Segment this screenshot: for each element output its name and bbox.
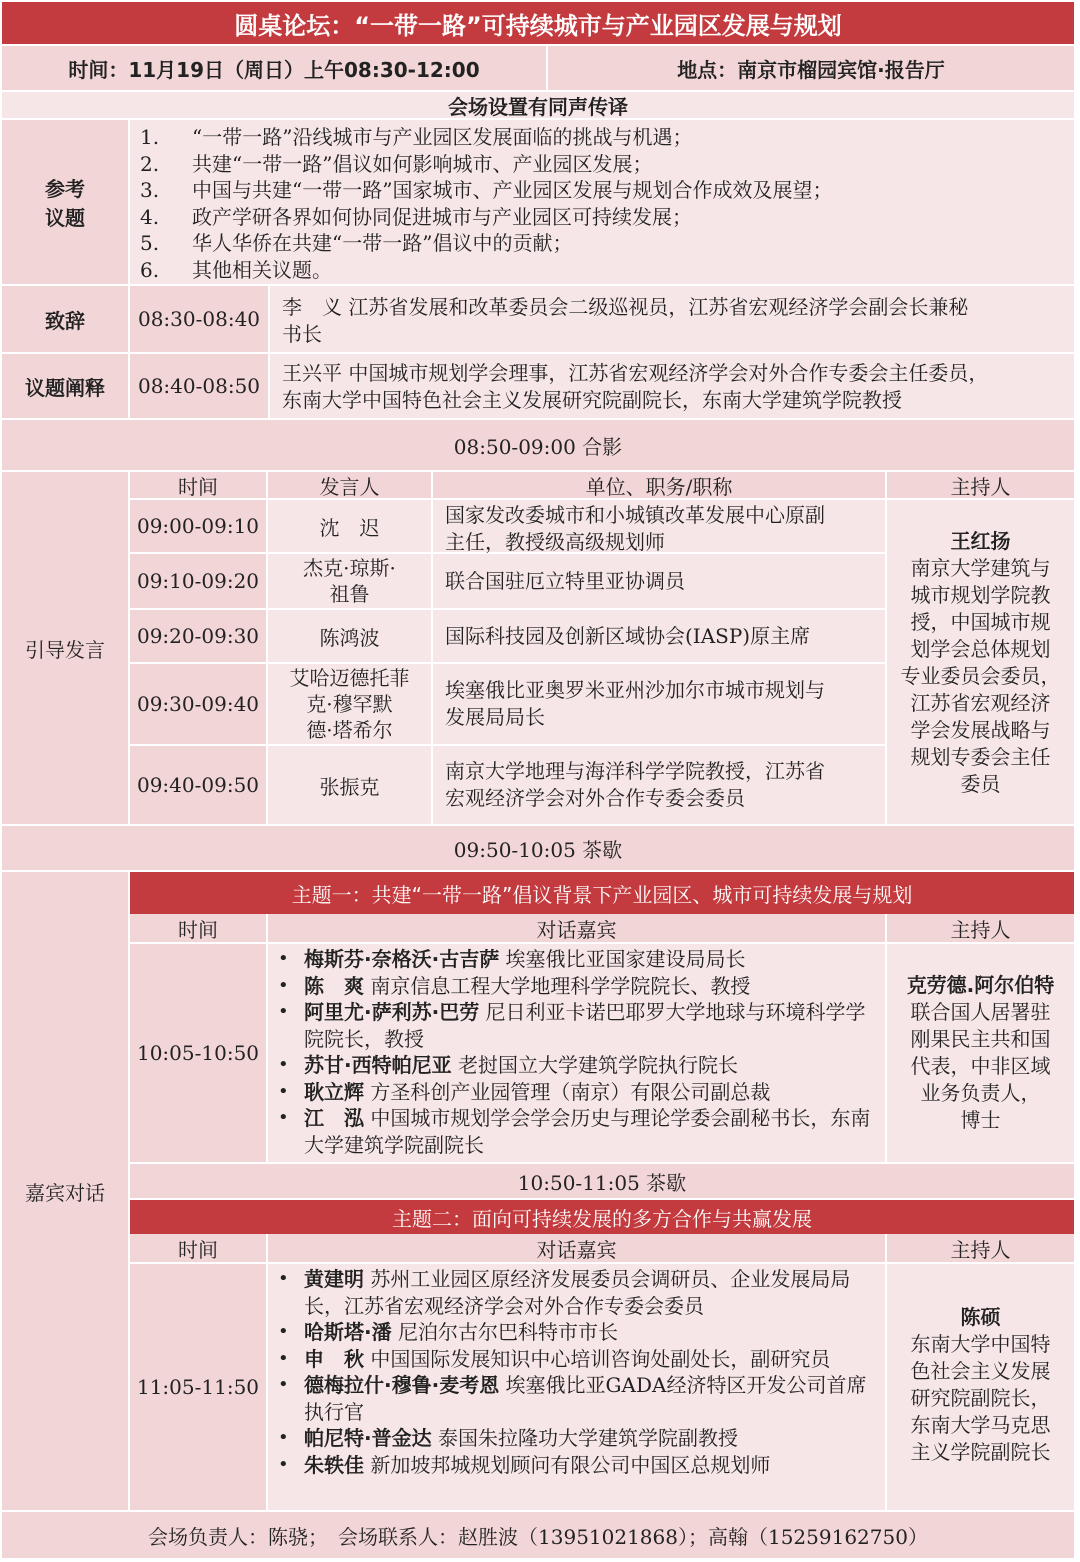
opening-desc-line2: 书长: [282, 322, 322, 346]
theme2-host-name: 陈硕: [960, 1305, 1001, 1329]
theme1-header-guests: 对话嘉宾: [268, 914, 887, 944]
guide-unit: 埃塞俄比亚奥罗米亚州沙加尔市城市规划与 发展局局长: [433, 664, 887, 746]
translation-note: 会场设置有同声传译: [448, 94, 628, 119]
topics-list-cell: [130, 120, 1074, 286]
dialogue-label: 嘉宾对话: [25, 1180, 105, 1205]
footer-contacts: [2, 1512, 1074, 1558]
footer-text: 会场负责人：陈骁； 会场联系人：赵胜波（13951021868）；高翰（15259162750）: [148, 1524, 928, 1549]
guide-unit: 南京大学地理与海洋科学学院教授，江苏省 宏观经济学会对外合作专委会委员: [433, 746, 887, 826]
opening-desc-cell: [270, 286, 1074, 354]
list-item: • 哈斯塔·潘 尼泊尔古尔巴科特市市长: [274, 1319, 879, 1346]
opening-speaker: 李 义: [282, 295, 342, 319]
guide-host-cell: 王红扬 南京大学建筑与 城市规划学院教 授，中国城市规 划学会总体规划 专业委员会委员， 江苏省宏观经济 学会发展战略与 规划专委会主任 委员: [887, 500, 1074, 826]
opening-time: 08:30-08:40: [137, 307, 261, 331]
guide-label-cell: [2, 472, 130, 826]
theme2-header-guests: 对话嘉宾: [268, 1234, 887, 1264]
photo-session: 08:50-09:00 合影: [453, 434, 623, 459]
guide-header-host: 主持人: [887, 472, 1074, 500]
theme1-bar: [130, 872, 1074, 914]
topic-item: 2. 共建“一带一路”倡议如何影响城市、产业园区发展；: [140, 151, 653, 176]
translation-note-row: [2, 92, 1074, 120]
location-info: 地点：南京市榴园宾馆·报告厅: [677, 57, 945, 82]
opening-label: 致辞: [45, 308, 85, 333]
time-info-cell: [2, 46, 548, 92]
list-item: • 梅斯芬·奈格沃·古吉萨 埃塞俄比亚国家建设局局长: [274, 946, 879, 973]
topics-list: [130, 124, 1074, 283]
theme2-bar: [130, 1200, 1074, 1234]
guide-time: 09:00-09:10: [130, 500, 268, 554]
interpretation-time: 08:40-08:50: [137, 374, 261, 398]
theme1-title: 主题一：共建“一带一路”倡议背景下产业园区、城市可持续发展与规划: [291, 882, 913, 907]
theme2-header-host: 主持人: [887, 1234, 1074, 1264]
guide-time: 09:20-09:30: [130, 610, 268, 664]
list-item: • 黄建明 苏州工业园区原经济发展委员会调研员、企业发展局局长，江苏省宏观经济学会对外合作专委会委员: [274, 1266, 879, 1319]
tea-break-1: [2, 826, 1074, 872]
interpretation-desc-cell: [270, 354, 1074, 420]
interpretation-label-cell: [2, 354, 130, 420]
tea-break-1-text: 09:50-10:05 茶歇: [453, 837, 623, 862]
guide-speaker: 张振克: [268, 746, 433, 826]
topic-item: 5. 华人华侨在共建“一带一路”倡议中的贡献；: [140, 231, 573, 255]
topic-item: 3. 中国与共建“一带一路”国家城市、产业园区发展与规划合作成效及展望；: [140, 178, 833, 202]
guide-time: 09:30-09:40: [130, 664, 268, 746]
guide-speaker: 沈 迟: [268, 500, 433, 554]
guide-time: 09:40-09:50: [130, 746, 268, 826]
opening-time-cell: [130, 286, 270, 354]
theme2-guests: [268, 1264, 887, 1512]
guide-unit: 国际科技园及创新区域协会(IASP)原主席: [433, 610, 887, 664]
guide-speaker: 艾哈迈德托菲 克·穆罕默 德·塔希尔: [268, 664, 433, 746]
opening-row: [2, 286, 1074, 354]
list-item: • 朱轶佳 新加坡邦城规划顾问有限公司中国区总规划师: [274, 1452, 879, 1479]
interpretation-row: [2, 354, 1074, 420]
guide-unit: 国家发改委城市和小城镇改革发展中心原副 主任，教授级高级规划师: [433, 500, 887, 554]
guide-time: 09:10-09:20: [130, 554, 268, 610]
topic-item: 1. “一带一路”沿线城市与产业园区发展面临的挑战与机遇；: [140, 125, 693, 149]
agenda-title-bar: [2, 2, 1074, 44]
guide-unit: 联合国驻厄立特里亚协调员: [433, 554, 887, 610]
theme2-host: 陈硕 东南大学中国特 色社会主义发展 研究院副院长， 东南大学马克思 主义学院副院长: [887, 1264, 1074, 1512]
guide-speaker: 陈鸿波: [268, 610, 433, 664]
list-item: • 苏甘·西特帕尼亚 老挝国立大学建筑学院执行院长: [274, 1052, 879, 1079]
list-item: • 耿立辉 方圣科创产业园管理（南京）有限公司副总裁: [274, 1079, 879, 1106]
topics-row: [2, 120, 1074, 286]
table-row: [130, 610, 887, 664]
theme1-time: 10:05-10:50: [130, 944, 268, 1164]
opening-desc-line1: 江苏省发展和改革委员会二级巡视员，江苏省宏观经济学会副会长兼秘: [348, 295, 969, 319]
guide-header-row: [130, 472, 1074, 500]
interpretation-time-cell: [130, 354, 270, 420]
agenda-title: 圆桌论坛：“一带一路”可持续城市与产业园区发展与规划: [234, 11, 842, 40]
guide-header-speaker: 发言人: [268, 472, 433, 500]
guide-table: [130, 500, 887, 826]
time-info: 时间：11月19日（周日）上午08:30-12:00: [68, 57, 480, 82]
theme1-guests: [268, 944, 887, 1164]
table-row: [130, 554, 887, 610]
theme2-header-time: 时间: [130, 1234, 268, 1264]
theme1-host: 克劳德.阿尔伯特 联合国人居署驻 刚果民主共和国 代表，中非区域 业务负责人， 博士: [887, 944, 1074, 1164]
topic-item: 6. 其他相关议题。: [140, 257, 332, 282]
guide-header-unit: 单位、职务/职称: [433, 472, 887, 500]
theme1-header-row: [130, 914, 1074, 944]
interpretation-line2: 东南大学中国特色社会主义发展研究院副院长，东南大学建筑学院教授: [282, 388, 902, 412]
guide-label: 引导发言: [25, 637, 105, 662]
topics-label-line2: 议题: [45, 206, 85, 230]
theme2-header-row: [130, 1234, 1074, 1264]
tea-break-2-text: 10:50-11:05 茶歇: [517, 1170, 687, 1195]
theme1-header-time: 时间: [130, 914, 268, 944]
opening-label-cell: [2, 286, 130, 354]
theme1-host-name: 克劳德.阿尔伯特: [906, 973, 1055, 997]
list-item: • 申 秋 中国国际发展知识中心培训咨询处副处长，副研究员: [274, 1346, 879, 1373]
tea-break-2: [130, 1164, 1074, 1200]
interpretation-label: 议题阐释: [25, 375, 105, 400]
table-row: [130, 746, 887, 826]
theme2-time: 11:05-11:50: [130, 1264, 268, 1512]
theme1-header-host: 主持人: [887, 914, 1074, 944]
list-item: • 阿里尤·萨利苏·巴劳 尼日利亚卡诺巴耶罗大学地球与环境科学学院院长，教授: [274, 999, 879, 1052]
topics-label-line1: 参考: [45, 177, 85, 201]
dialogue-label-cell: [2, 872, 130, 1512]
topics-label-cell: [2, 120, 130, 286]
table-row: [130, 664, 887, 746]
topic-item: 4. 政产学研各界如何协同促进城市与产业园区可持续发展；: [140, 204, 692, 229]
list-item: • 帕尼特·普金达 泰国朱拉隆功大学建筑学院副教授: [274, 1425, 879, 1452]
time-location-row: [2, 46, 1074, 92]
theme2-body: [130, 1264, 1074, 1512]
guide-host-name: 王红扬: [950, 529, 1011, 553]
list-item: • 德梅拉什·穆鲁·麦考恩 埃塞俄比亚GADA经济特区开发公司首席执行官: [274, 1372, 879, 1425]
table-row: [130, 500, 887, 554]
list-item: • 陈 爽 南京信息工程大学地理科学学院院长、教授: [274, 973, 879, 1000]
photo-row: [2, 420, 1074, 472]
location-info-cell: [548, 46, 1074, 92]
theme2-title: 主题二：面向可持续发展的多方合作与共赢发展: [392, 1206, 812, 1231]
theme1-body: [130, 944, 1074, 1164]
guide-speaker: 杰克·琼斯· 祖鲁: [268, 554, 433, 610]
interpretation-line1: 王兴平 中国城市规划学会理事，江苏省宏观经济学会对外合作专委会主任委员，: [282, 361, 989, 385]
list-item: • 江 泓 中国城市规划学会学会历史与理论学委会副秘书长，东南大学建筑学院副院长: [274, 1105, 879, 1158]
guide-header-time: 时间: [130, 472, 268, 500]
